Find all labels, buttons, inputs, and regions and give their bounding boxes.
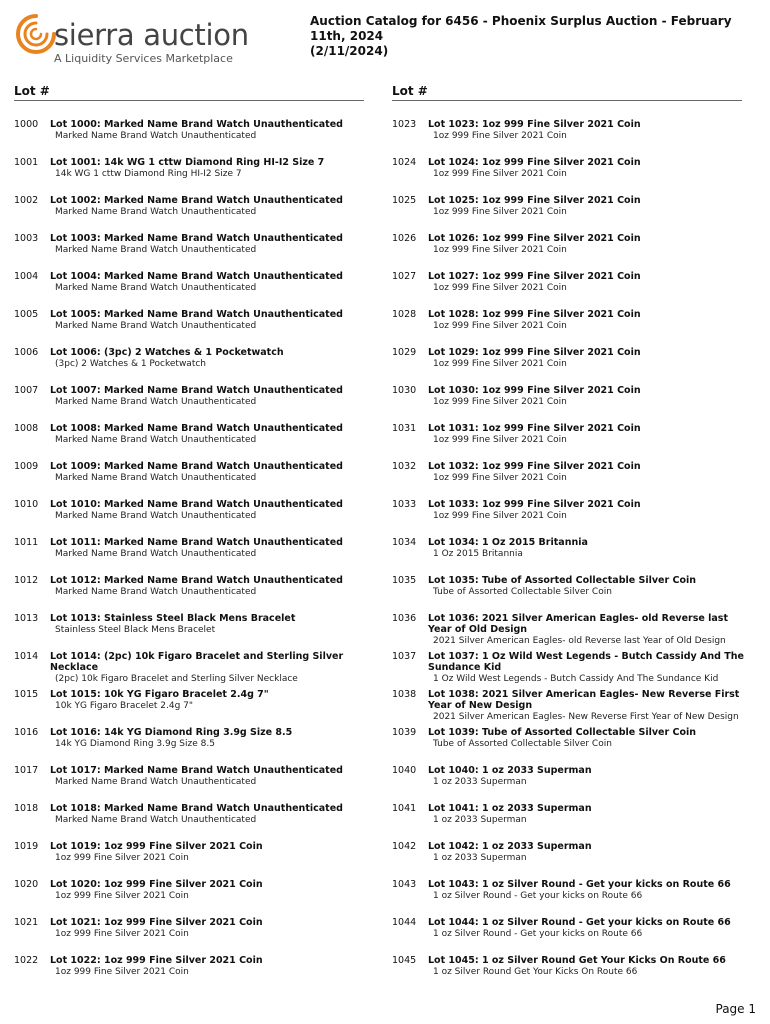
lot-number: 1037 xyxy=(392,651,417,662)
lot-title: Lot 1019: 1oz 999 Fine Silver 2021 Coin xyxy=(50,841,263,852)
lot-number: 1033 xyxy=(392,499,417,510)
lot-body xyxy=(50,423,372,446)
lot-number: 1036 xyxy=(392,613,417,624)
lot-title: Lot 1030: 1oz 999 Fine Silver 2021 Coin xyxy=(428,385,641,396)
lot-row xyxy=(392,195,758,233)
lot-title: Lot 1037: 1 Oz Wild West Legends - Butch Cassidy And The Sundance Kid xyxy=(428,651,744,673)
lot-row xyxy=(392,803,758,841)
lot-row xyxy=(392,575,758,613)
lot-body xyxy=(50,879,372,902)
lot-row xyxy=(14,233,380,271)
lot-row xyxy=(14,423,380,461)
lot-description: Marked Name Brand Watch Unauthenticated xyxy=(55,207,257,217)
lot-description: 2021 Silver American Eagles- old Reverse last Year of Old Design xyxy=(433,636,726,646)
lot-title: Lot 1002: Marked Name Brand Watch Unauthenticated xyxy=(50,195,343,206)
lot-column-right xyxy=(392,84,758,993)
lot-description: Marked Name Brand Watch Unauthenticated xyxy=(55,473,257,483)
lot-column-header: Lot # xyxy=(14,84,364,101)
lot-title: Lot 1018: Marked Name Brand Watch Unauthenticated xyxy=(50,803,343,814)
lot-description: (2pc) 10k Figaro Bracelet and Sterling Silver Necklace xyxy=(55,674,298,684)
lot-description: 1oz 999 Fine Silver 2021 Coin xyxy=(55,929,189,939)
lot-description: 1oz 999 Fine Silver 2021 Coin xyxy=(55,853,189,863)
lot-body xyxy=(428,689,750,723)
lot-description: Marked Name Brand Watch Unauthenticated xyxy=(55,283,257,293)
lot-description: Marked Name Brand Watch Unauthenticated xyxy=(55,245,257,255)
lot-description: 1 oz 2033 Superman xyxy=(433,815,527,825)
lot-description: Stainless Steel Black Mens Bracelet xyxy=(55,625,216,635)
lot-description: Marked Name Brand Watch Unauthenticated xyxy=(55,321,257,331)
lot-title: Lot 1022: 1oz 999 Fine Silver 2021 Coin xyxy=(50,955,263,966)
catalog-title xyxy=(310,14,760,59)
lot-number: 1029 xyxy=(392,347,417,358)
lot-list-right xyxy=(392,119,758,993)
lot-number: 1013 xyxy=(14,613,39,624)
lot-title: Lot 1033: 1oz 999 Fine Silver 2021 Coin xyxy=(428,499,641,510)
lot-title: Lot 1013: Stainless Steel Black Mens Bracelet xyxy=(50,613,296,624)
lot-row xyxy=(14,955,380,993)
lot-title: Lot 1032: 1oz 999 Fine Silver 2021 Coin xyxy=(428,461,641,472)
lot-body xyxy=(50,233,372,256)
lot-title: Lot 1023: 1oz 999 Fine Silver 2021 Coin xyxy=(428,119,641,130)
lot-number: 1038 xyxy=(392,689,417,700)
lot-row xyxy=(392,309,758,347)
lot-title: Lot 1009: Marked Name Brand Watch Unauthenticated xyxy=(50,461,343,472)
lot-body xyxy=(428,157,750,180)
lot-row xyxy=(14,309,380,347)
lot-title: Lot 1044: 1 oz Silver Round - Get your kicks on Route 66 xyxy=(428,917,731,928)
lot-row xyxy=(14,613,380,651)
lot-description: 1 oz Silver Round Get Your Kicks On Route 66 xyxy=(433,967,638,977)
lot-row xyxy=(14,727,380,765)
lot-body xyxy=(50,537,372,560)
lot-body xyxy=(428,537,750,560)
lot-body xyxy=(428,955,750,978)
lot-body xyxy=(50,195,372,218)
lot-row xyxy=(392,765,758,803)
lot-row xyxy=(392,613,758,651)
lot-title: Lot 1036: 2021 Silver American Eagles- old Reverse last Year of Old Design xyxy=(428,613,728,635)
lot-body xyxy=(50,727,372,750)
lot-row xyxy=(392,841,758,879)
lot-number: 1010 xyxy=(14,499,39,510)
lot-title: Lot 1012: Marked Name Brand Watch Unauthenticated xyxy=(50,575,343,586)
lot-row xyxy=(14,879,380,917)
lot-title: Lot 1042: 1 oz 2033 Superman xyxy=(428,841,592,852)
lot-body xyxy=(428,651,750,685)
lot-row xyxy=(392,347,758,385)
lot-row xyxy=(392,689,758,727)
lot-title: Lot 1000: Marked Name Brand Watch Unauthenticated xyxy=(50,119,343,130)
lot-description: 1oz 999 Fine Silver 2021 Coin xyxy=(55,891,189,901)
lot-number: 1021 xyxy=(14,917,39,928)
lot-number: 1040 xyxy=(392,765,417,776)
lot-description: 1oz 999 Fine Silver 2021 Coin xyxy=(433,473,567,483)
lot-number: 1042 xyxy=(392,841,417,852)
lot-body xyxy=(428,879,750,902)
sierra-auction-logo xyxy=(14,12,254,72)
lot-title: Lot 1031: 1oz 999 Fine Silver 2021 Coin xyxy=(428,423,641,434)
lot-body xyxy=(428,271,750,294)
lot-row xyxy=(392,499,758,537)
lot-title: Lot 1027: 1oz 999 Fine Silver 2021 Coin xyxy=(428,271,641,282)
lot-body xyxy=(50,613,372,636)
lot-number: 1032 xyxy=(392,461,417,472)
lot-body xyxy=(50,157,372,180)
lot-row xyxy=(392,119,758,157)
lot-number: 1014 xyxy=(14,651,39,662)
lot-number: 1002 xyxy=(14,195,39,206)
catalog-title-line1: Auction Catalog for 6456 - Phoenix Surplus Auction - February 11th, 2024 xyxy=(310,14,732,43)
lot-body xyxy=(428,499,750,522)
lot-description: 1 oz Silver Round - Get your kicks on Route 66 xyxy=(433,929,643,939)
lot-title: Lot 1014: (2pc) 10k Figaro Bracelet and Sterling Silver Necklace xyxy=(50,651,344,673)
lot-description: Marked Name Brand Watch Unauthenticated xyxy=(55,587,257,597)
lot-body xyxy=(428,461,750,484)
lot-number: 1012 xyxy=(14,575,39,586)
lot-number: 1034 xyxy=(392,537,417,548)
lot-row xyxy=(14,195,380,233)
lot-number: 1000 xyxy=(14,119,39,130)
lot-description: 1oz 999 Fine Silver 2021 Coin xyxy=(433,511,567,521)
lot-body xyxy=(428,119,750,142)
lot-description: 1oz 999 Fine Silver 2021 Coin xyxy=(433,169,567,179)
lot-body xyxy=(428,423,750,446)
lot-title: Lot 1020: 1oz 999 Fine Silver 2021 Coin xyxy=(50,879,263,890)
catalog-title-line2: (2/11/2024) xyxy=(310,44,389,58)
lot-number: 1005 xyxy=(14,309,39,320)
lot-row xyxy=(14,651,380,689)
lot-body xyxy=(428,803,750,826)
lot-number: 1035 xyxy=(392,575,417,586)
lot-body xyxy=(50,917,372,940)
lot-row xyxy=(392,651,758,689)
lot-body xyxy=(50,499,372,522)
lot-number: 1004 xyxy=(14,271,39,282)
lot-title: Lot 1003: Marked Name Brand Watch Unauthenticated xyxy=(50,233,343,244)
lot-title: Lot 1021: 1oz 999 Fine Silver 2021 Coin xyxy=(50,917,263,928)
lot-number: 1031 xyxy=(392,423,417,434)
lot-row xyxy=(392,955,758,993)
lot-number: 1023 xyxy=(392,119,417,130)
lot-title: Lot 1025: 1oz 999 Fine Silver 2021 Coin xyxy=(428,195,641,206)
lot-number: 1022 xyxy=(14,955,39,966)
lot-body xyxy=(50,271,372,294)
lot-title: Lot 1040: 1 oz 2033 Superman xyxy=(428,765,592,776)
lot-row xyxy=(14,575,380,613)
lot-body xyxy=(428,309,750,332)
lot-title: Lot 1039: Tube of Assorted Collectable Silver Coin xyxy=(428,727,697,738)
lot-number: 1006 xyxy=(14,347,39,358)
lot-title: Lot 1035: Tube of Assorted Collectable Silver Coin xyxy=(428,575,697,586)
lot-title: Lot 1043: 1 oz Silver Round - Get your kicks on Route 66 xyxy=(428,879,731,890)
lot-row xyxy=(14,841,380,879)
lot-number: 1016 xyxy=(14,727,39,738)
lot-description: 1 oz 2033 Superman xyxy=(433,853,527,863)
lot-body xyxy=(428,765,750,788)
lot-title: Lot 1001: 14k WG 1 cttw Diamond Ring HI-I2 Size 7 xyxy=(50,157,325,168)
lot-title: Lot 1026: 1oz 999 Fine Silver 2021 Coin xyxy=(428,233,641,244)
lot-body xyxy=(428,841,750,864)
lot-description: 1 oz Silver Round - Get your kicks on Route 66 xyxy=(433,891,643,901)
lot-description: 1 Oz Wild West Legends - Butch Cassidy And The Sundance Kid xyxy=(433,674,719,684)
lot-title: Lot 1028: 1oz 999 Fine Silver 2021 Coin xyxy=(428,309,641,320)
lot-body xyxy=(428,727,750,750)
lot-number: 1043 xyxy=(392,879,417,890)
lot-number: 1025 xyxy=(392,195,417,206)
lot-number: 1019 xyxy=(14,841,39,852)
lot-row xyxy=(392,461,758,499)
lot-number: 1026 xyxy=(392,233,417,244)
lot-row xyxy=(392,271,758,309)
lot-body xyxy=(50,119,372,142)
lot-row xyxy=(392,385,758,423)
lot-body xyxy=(428,347,750,370)
lot-title: Lot 1008: Marked Name Brand Watch Unauthenticated xyxy=(50,423,343,434)
lot-body xyxy=(50,385,372,408)
lot-body xyxy=(428,385,750,408)
lot-body xyxy=(428,917,750,940)
lot-title: Lot 1005: Marked Name Brand Watch Unauthenticated xyxy=(50,309,343,320)
lot-body xyxy=(50,347,372,370)
lot-description: Marked Name Brand Watch Unauthenticated xyxy=(55,131,257,141)
lot-row xyxy=(14,803,380,841)
lot-body xyxy=(50,651,372,685)
lot-number: 1001 xyxy=(14,157,39,168)
lot-description: Marked Name Brand Watch Unauthenticated xyxy=(55,549,257,559)
lot-row xyxy=(14,119,380,157)
page-number: Page 1 xyxy=(715,1002,756,1016)
lot-number: 1003 xyxy=(14,233,39,244)
lot-title: Lot 1006: (3pc) 2 Watches & 1 Pocketwatch xyxy=(50,347,284,358)
lot-title: Lot 1034: 1 Oz 2015 Britannia xyxy=(428,537,588,548)
lot-description: 1oz 999 Fine Silver 2021 Coin xyxy=(433,359,567,369)
lot-description: 14k YG Diamond Ring 3.9g Size 8.5 xyxy=(55,739,215,749)
lot-description: Tube of Assorted Collectable Silver Coin xyxy=(433,587,612,597)
lot-row xyxy=(14,765,380,803)
lot-row xyxy=(392,879,758,917)
lot-column-header: Lot # xyxy=(392,84,742,101)
lot-row xyxy=(14,461,380,499)
lot-row xyxy=(14,499,380,537)
lot-number: 1039 xyxy=(392,727,417,738)
lot-row xyxy=(392,727,758,765)
lot-number: 1011 xyxy=(14,537,39,548)
lot-row xyxy=(392,157,758,195)
lot-body xyxy=(50,841,372,864)
lot-number: 1024 xyxy=(392,157,417,168)
lot-description: Marked Name Brand Watch Unauthenticated xyxy=(55,777,257,787)
lot-number: 1044 xyxy=(392,917,417,928)
sierra-swirl-logo-icon xyxy=(14,12,58,56)
lot-body xyxy=(428,575,750,598)
lot-body xyxy=(428,195,750,218)
lot-row xyxy=(14,347,380,385)
lot-description: 1oz 999 Fine Silver 2021 Coin xyxy=(433,435,567,445)
lot-title: Lot 1024: 1oz 999 Fine Silver 2021 Coin xyxy=(428,157,641,168)
lot-description: Marked Name Brand Watch Unauthenticated xyxy=(55,511,257,521)
lot-number: 1017 xyxy=(14,765,39,776)
lot-body xyxy=(50,689,372,712)
lot-description: 14k WG 1 cttw Diamond Ring HI-I2 Size 7 xyxy=(55,169,242,179)
lot-title: Lot 1029: 1oz 999 Fine Silver 2021 Coin xyxy=(428,347,641,358)
lot-description: 1oz 999 Fine Silver 2021 Coin xyxy=(433,131,567,141)
lot-description: 1oz 999 Fine Silver 2021 Coin xyxy=(55,967,189,977)
lot-row xyxy=(392,917,758,955)
lot-description: (3pc) 2 Watches & 1 Pocketwatch xyxy=(55,359,207,369)
lot-number: 1015 xyxy=(14,689,39,700)
lot-number: 1009 xyxy=(14,461,39,472)
lot-title: Lot 1004: Marked Name Brand Watch Unauthenticated xyxy=(50,271,343,282)
lot-body xyxy=(50,955,372,978)
lot-title: Lot 1041: 1 oz 2033 Superman xyxy=(428,803,592,814)
lot-title: Lot 1011: Marked Name Brand Watch Unauthenticated xyxy=(50,537,343,548)
lot-body xyxy=(50,461,372,484)
lot-number: 1030 xyxy=(392,385,417,396)
lot-number: 1027 xyxy=(392,271,417,282)
lot-description: 1oz 999 Fine Silver 2021 Coin xyxy=(433,397,567,407)
lot-description: Tube of Assorted Collectable Silver Coin xyxy=(433,739,612,749)
lot-description: 1oz 999 Fine Silver 2021 Coin xyxy=(433,245,567,255)
lot-body xyxy=(50,803,372,826)
lot-description: 2021 Silver American Eagles- New Reverse First Year of New Design xyxy=(433,712,739,722)
lot-title: Lot 1045: 1 oz Silver Round Get Your Kicks On Route 66 xyxy=(428,955,726,966)
lot-description: 1 oz 2033 Superman xyxy=(433,777,527,787)
lot-description: 1oz 999 Fine Silver 2021 Coin xyxy=(433,321,567,331)
lot-title: Lot 1015: 10k YG Figaro Bracelet 2.4g 7" xyxy=(50,689,269,700)
lot-description: Marked Name Brand Watch Unauthenticated xyxy=(55,397,257,407)
lot-body xyxy=(428,233,750,256)
lot-row xyxy=(14,689,380,727)
lot-title: Lot 1016: 14k YG Diamond Ring 3.9g Size 8.5 xyxy=(50,727,293,738)
lot-row xyxy=(392,423,758,461)
lot-description: 10k YG Figaro Bracelet 2.4g 7" xyxy=(55,701,194,711)
lot-body xyxy=(50,575,372,598)
lot-description: 1oz 999 Fine Silver 2021 Coin xyxy=(433,207,567,217)
lot-number: 1020 xyxy=(14,879,39,890)
lot-description: 1 Oz 2015 Britannia xyxy=(433,549,523,559)
lot-body xyxy=(50,765,372,788)
brand-tagline: A Liquidity Services Marketplace xyxy=(54,52,233,65)
brand-name: sierra auction xyxy=(54,18,249,52)
lot-number: 1018 xyxy=(14,803,39,814)
lot-row xyxy=(14,537,380,575)
lot-number: 1028 xyxy=(392,309,417,320)
lot-title: Lot 1010: Marked Name Brand Watch Unauthenticated xyxy=(50,499,343,510)
lot-list-left xyxy=(14,119,380,993)
lot-number: 1008 xyxy=(14,423,39,434)
lot-title: Lot 1007: Marked Name Brand Watch Unauthenticated xyxy=(50,385,343,396)
lot-description: 1oz 999 Fine Silver 2021 Coin xyxy=(433,283,567,293)
lot-body xyxy=(50,309,372,332)
lot-row xyxy=(392,233,758,271)
lot-body xyxy=(428,613,750,647)
lot-column-left xyxy=(14,84,380,993)
lot-number: 1045 xyxy=(392,955,417,966)
lot-row xyxy=(392,537,758,575)
lot-number: 1007 xyxy=(14,385,39,396)
lot-description: Marked Name Brand Watch Unauthenticated xyxy=(55,815,257,825)
lot-description: Marked Name Brand Watch Unauthenticated xyxy=(55,435,257,445)
lot-row xyxy=(14,917,380,955)
lot-title: Lot 1038: 2021 Silver American Eagles- New Reverse First Year of New Design xyxy=(428,689,740,711)
lot-row xyxy=(14,271,380,309)
lot-row xyxy=(14,157,380,195)
lot-number: 1041 xyxy=(392,803,417,814)
lot-title: Lot 1017: Marked Name Brand Watch Unauthenticated xyxy=(50,765,343,776)
lot-row xyxy=(14,385,380,423)
